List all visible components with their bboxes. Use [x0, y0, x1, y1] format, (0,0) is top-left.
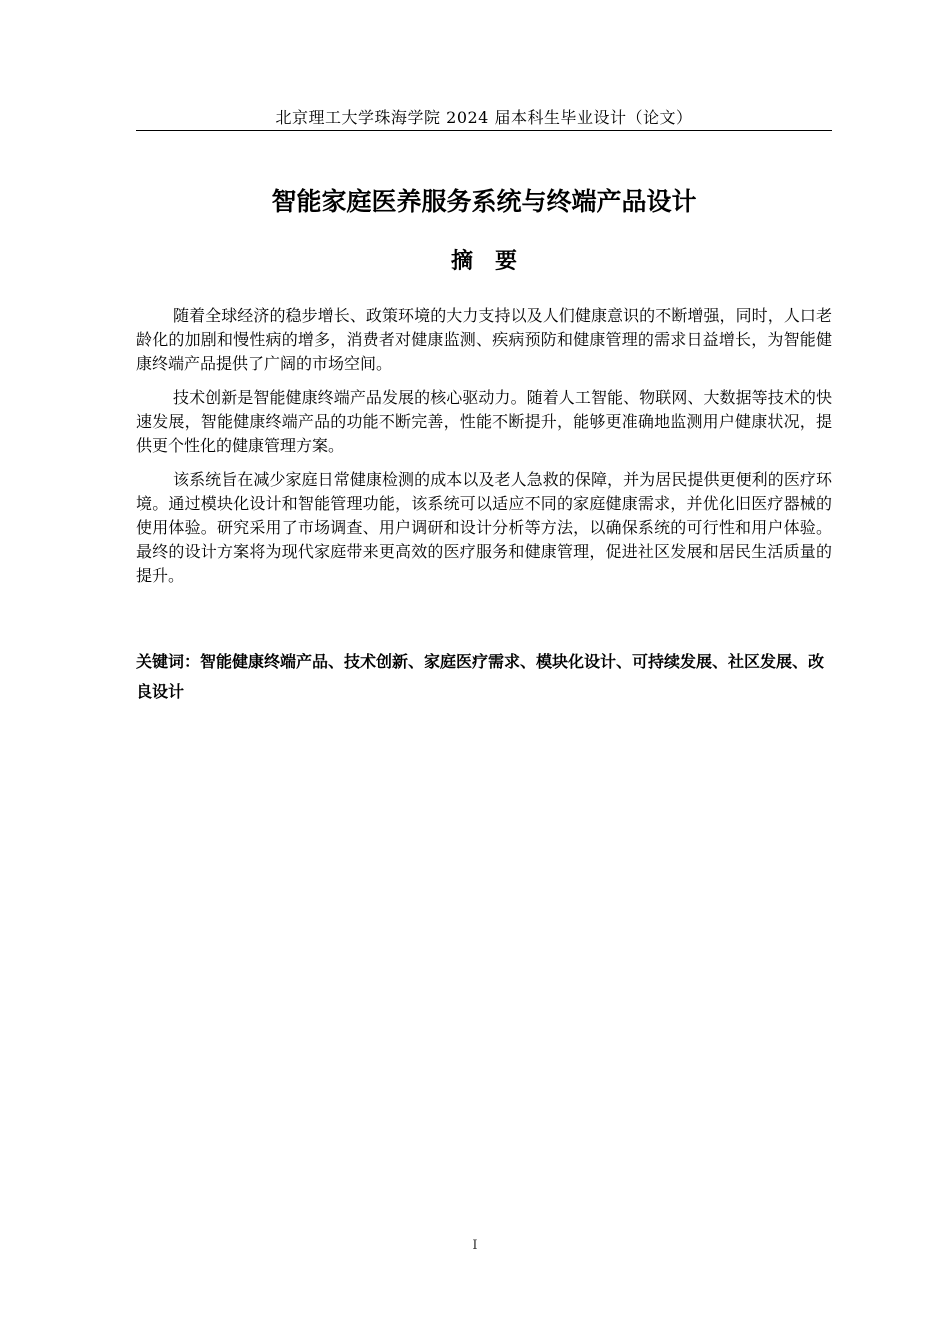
header-rule — [136, 130, 832, 131]
abstract-body — [136, 304, 832, 598]
document-title: 智能家庭医养服务系统与终端产品设计 — [271, 187, 697, 216]
abstract-paragraph-1: 随着全球经济的稳步增长、政策环境的大力支持以及人们健康意识的不断增强，同时，人口老龄化的加剧和慢性病的增多，消费者对健康监测、疾病预防和健康管理的需求日益增长，为智能健康终端产品提供了广阔的市场空间。 — [136, 306, 832, 373]
page-number: I — [472, 1238, 478, 1253]
abstract-paragraph-3: 该系统旨在减少家庭日常健康检测的成本以及老人急救的保障，并为居民提供更便利的医疗环境。通过模块化设计和智能管理功能，该系统可以适应不同的家庭健康需求，并优化旧医疗器械的使用体验。研究采用了市场调查、用户调研和设计分析等方法，以确保系统的可行性和用户体验。最终的设计方案将为现代家庭带来更高效的医疗服务和健康管理，促进社区发展和居民生活质量的提升。 — [136, 470, 832, 585]
abstract-paragraph-2: 技术创新是智能健康终端产品发展的核心驱动力。随着人工智能、物联网、大数据等技术的快速发展，智能健康终端产品的功能不断完善，性能不断提升，能够更准确地监测用户健康状况，提供更个性化的健康管理方案。 — [136, 388, 832, 455]
abstract-heading: 摘要 — [450, 249, 539, 274]
running-header: 北京理工大学珠海学院 2024 届本科生毕业设计（论文） — [275, 108, 693, 127]
keywords: 关键词：智能健康终端产品、技术创新、家庭医疗需求、模块化设计、可持续发展、社区发展、改良设计 — [136, 652, 825, 701]
